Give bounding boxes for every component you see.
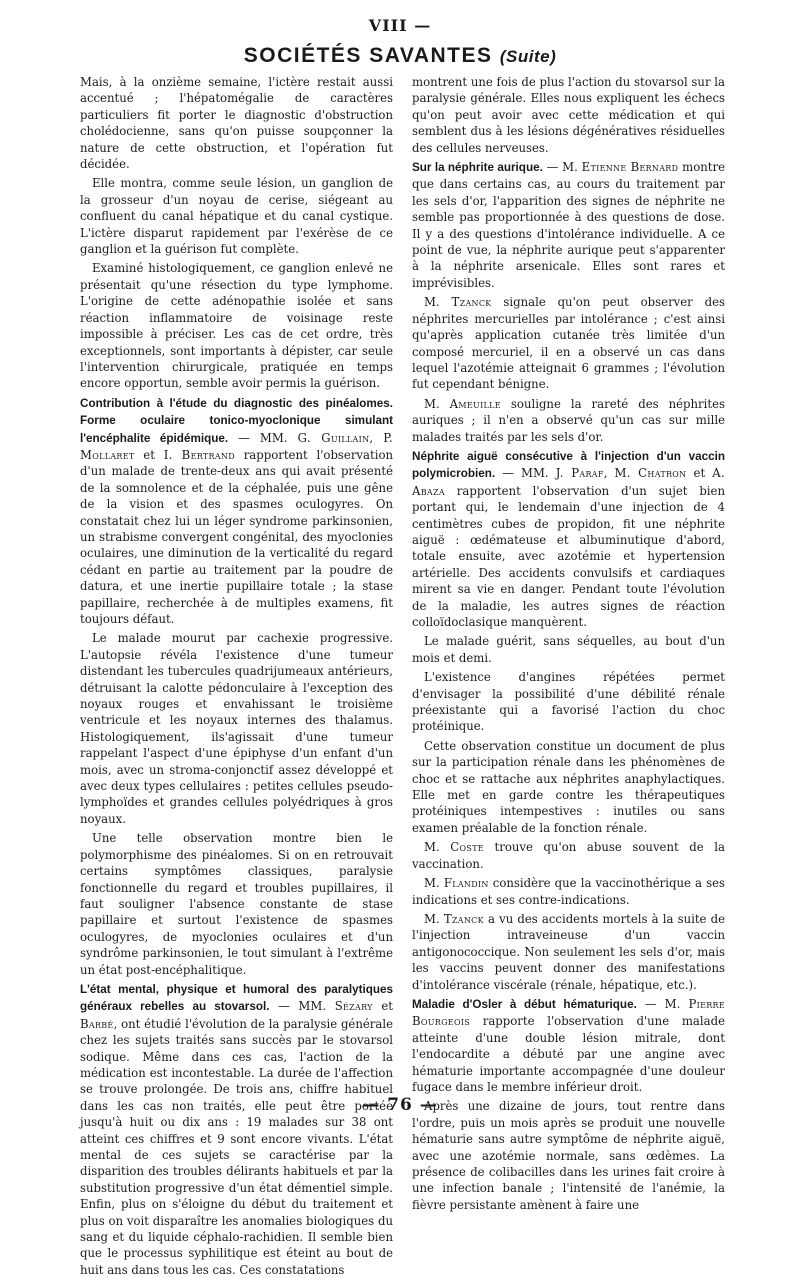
paragraph: Mais, à la onzième semaine, l'ictère restait aussi accentué ; l'hépatomégalie de caractères particuliers fit porter le diagnostic d'obstruction cholédocienne, sans qu'on puisse soupçonner la nature de cette obstruction, et l'opération fut décidée. xyxy=(80,75,393,172)
author-name: A. Abaza xyxy=(412,466,726,498)
right-column xyxy=(412,74,726,1212)
paragraph: Une telle observation montre bien le polymorphisme des pinéalomes. Si on en retrouvait certains symptômes classiques, paralysie fonctionnelle du regard et troubles pupillaires, il faut souligner l'absence constante de stase papillaire et surtout l'existence de spasmes oculogyres, de myoclonies oculaires et d'un syndrôme parkinsonien, le tout simulant à l'extrême un état post-encéphalitique. xyxy=(80,831,393,977)
paragraph: Elle montra, comme seule lésion, un ganglion de la grosseur d'un noyau de cerise, siégeant au confluent du canal hépatique et du canal cystique. L'ictère disparut rapidement par l'exérèse de ce ganglion et la guérison fut complète. xyxy=(80,176,393,257)
author-name: Coste xyxy=(450,840,484,855)
text-run: et xyxy=(134,447,164,462)
communication-title: Maladie d'Osler à début hématurique. xyxy=(412,997,637,1011)
author-name: Tzanck xyxy=(443,911,484,926)
text-run: — MM. xyxy=(269,999,335,1014)
section-title-suffix: (Suite) xyxy=(499,47,557,66)
author-name: Etienne Bernard xyxy=(581,160,679,175)
paragraph xyxy=(412,839,725,872)
text-run: , xyxy=(603,466,615,481)
text-run: souligne la rareté des néphrites auriques ; il n'en a observé qu'un cas sur mille malades traités par les sels d'or. xyxy=(412,396,725,444)
communication-title: L'état mental, physique et humoral des paralytiques généraux rebelles au stovarsol. xyxy=(80,982,393,1014)
communication-body: montre que dans certains cas, au cours du traitement par les sels d'or, l'apparition des signes de néphrite ne semble pas proportionnée à des questions de dose. Il y a des questions d'intolérance individuelle. A ce point de vue, la néphrite aurique peut s'apparenter à la néphrite arsenicale. Elles sont rares et imprévisibles. xyxy=(412,160,726,290)
author-name: M. Chatron xyxy=(614,466,687,481)
text-run: considère que la vaccinothérique a ses indications et ses contre-indications. xyxy=(412,876,726,907)
communication-body: rapportent l'observation d'un sujet bien portant qui, le lendemain d'une injection de 4 centimètres cubes de propidon, fit une néphrite aiguë : œdémateuse et albuminutique d'abord, totale ensuite, avec azotémie et hypertension artérielle. Des accidents convulsifs et cardiaques mirent sa vie en danger. Pendant toute l'évolution de la maladie, les autres signes de réaction colloïdoclasique manquèrent. xyxy=(412,483,725,629)
author-name: I. Bertrand xyxy=(163,447,235,462)
paragraph: Le malade mourut par cachexie progressive. L'autopsie révéla l'existence d'une tumeur distendant les tubercules quadrijumeaux antérieurs, détruisant la calotte pédonculaire à l'exception des noyaux rouges et envahissant le troisième ventricule et les noyaux internes des thalamus. Histologiquement, ils'agissait d'une tumeur rappelant l'aspect d'une épiphyse d'un enfant d'un mois, avec un stroma-conjonctif assez développé et avec deux types cellulaires : petites cellules pseudo-lymphoïdes et grandes cellules polyédriques à gros noyaux. xyxy=(80,631,393,826)
communication-body: , ont étudié l'évolution de la paralysie générale chez les sujets traités sans succès par le stovarsol sodique. Même dans ces cas, l'action de la médication est incontestable. La durée de l'affection se trouve prolongée. De trois ans, chiffre habituel dans les cas non traités, elle peut être portée jusqu'à huit ou dix ans : 19 malades sur 38 ont atteint ces chiffres et 9 sont encore vivants. L'état mental de ces sujets se caractérise par la disparition des troubles délirants habituels et par la substitution progressive d'un état démentiel simple. Enfin, plus on s'éloigne du début du traitement et plus on voit disparaître les anomalies biologiques du sang et du liquide céphalo-rachidien. Il semble bien que le processus syphilitique est éteint au bout de huit ans dans tous les cas. Ces constatations xyxy=(80,1016,393,1277)
paragraph: L'existence d'angines répétées permet d'envisager la possibilité d'une débilité rénale préexistante qui a favorisé l'action du choc protéinique. xyxy=(412,670,725,734)
communication-body: rapporte l'observation d'une malade atteinte d'une double lésion mitrale, dont l'endocardite a débuté par une angine avec hématurie importante accompagnée d'une douleur fugace dans le membre inférieur droit. xyxy=(412,1014,725,1094)
communication-title: Sur la néphrite aurique. xyxy=(412,161,543,175)
paragraph: Après une dizaine de jours, tout rentre dans l'ordre, puis un mois après se produit une nouvelle hématurie sans autre symptôme de néphrite aiguë, avec une azotémie normale, sans œdèmes. La présence de colibacilles dans les urines fait croire à une infection banale ; l'intensité de l'anémie, la fièvre persistante amènent à faire une xyxy=(412,1099,725,1212)
communication-title: Néphrite aiguë consécutive à l'injection d'un vaccin polymicrobien. xyxy=(412,449,725,481)
author-name: Sézary xyxy=(334,999,373,1014)
text-run: — M. xyxy=(636,996,689,1011)
author-name: Flandin xyxy=(443,876,489,891)
paragraph xyxy=(412,396,725,445)
author-name: P. Mollaret xyxy=(80,430,393,462)
author-name: Ameuille xyxy=(449,396,501,411)
text-run: M. xyxy=(424,840,451,855)
author-name: Tzanck xyxy=(451,295,492,310)
author-name: Barbé xyxy=(80,1016,114,1031)
paragraph xyxy=(412,911,725,993)
left-column xyxy=(80,74,394,1277)
author-name: Pierre Bourgeois xyxy=(412,996,726,1029)
text-run: , xyxy=(369,430,384,445)
communication-title: Contribution à l'étude du diagnostic des pinéalomes. Forme oculaire tonico-myoclonique simulant l'encéphalite épidémique. xyxy=(80,396,393,445)
section-title-text: SOCIÉTÉS SAVANTES xyxy=(243,44,493,67)
text-run: a vu des accidents mortels à la suite de l'injection intraveineuse d'un vaccin antigonococcique. Non seulement les sels d'or, mais les vaccins peuvent donner des manifestations d'intolérance viscérale (rénale, hépatique, etc.). xyxy=(412,911,725,992)
section-title xyxy=(0,44,800,68)
text-run: M. xyxy=(424,295,452,310)
text-run: M. xyxy=(424,911,444,926)
paragraph xyxy=(412,875,725,908)
text-run: et xyxy=(372,999,393,1014)
page-number: — 76 — xyxy=(362,1095,438,1115)
text-run: — MM. xyxy=(495,466,556,481)
paragraph: montrent une fois de plus l'action du stovarsol sur la paralysie générale. Elles nous expliquent les échecs qu'on peut avoir avec cette médication et qui semblent dus à les lésions dégénératives résiduelles des cellules nerveuses. xyxy=(412,75,725,155)
text-run: et xyxy=(686,466,713,481)
author-name: J. Paraf xyxy=(555,466,604,481)
paragraph: Cette observation constitue un document de plus sur la participation rénale dans les phénomènes de choc et se rattache aux néphrites anaphylactiques. Elle met en garde contre les thérapeutiques protéiniques intempestives : inutiles ou sans examen préalable de la fonction rénale. xyxy=(412,738,725,835)
text-run: — MM. xyxy=(228,430,298,445)
paragraph xyxy=(412,294,725,392)
author-name: G. Guillain xyxy=(297,430,370,445)
folio-number: VIII — xyxy=(368,16,432,35)
paragraph: Le malade guérit, sans séquelles, au bout d'un mois et demi. xyxy=(412,634,725,665)
text-run: M. xyxy=(424,396,450,411)
text-run: signale qu'on peut observer des néphrites mercurielles par intolérance ; c'est ainsi qu'après application cutanée très limitée d'un composé mercuriel, il en a observé un cas dans lequel l'azotémie atteignait 6 grammes ; l'évolution fut cependant bénigne. xyxy=(412,295,725,392)
text-run: — M. xyxy=(542,160,582,175)
text-run: M. xyxy=(424,876,444,891)
text-run: trouve qu'on abuse souvent de la vaccination. xyxy=(412,840,725,871)
communication-body: rapportent l'observation d'un malade de trente-deux ans qui avait présenté de la somnolence et de la céphalée, puis une gêne de la vision et des spasmes oculogyres. On constatait chez lui un léger syndrome parkinsonien, un strabisme convergent congénital, des myoclonies oculaires, une diminution de la verticalité du regard cédant en partie au traitement par la poudre de datura, et une inertie pupillaire totale ; la stase papillaire, recherchée à de multiples examens, fit toujours défaut. xyxy=(80,447,394,626)
paragraph: Examiné histologiquement, ce ganglion enlevé ne présentait qu'une résection du type lymphome. L'origine de cette adénopathie isolée et sans réaction inflammatoire de voisinage reste impossible à préciser. Les cas de cet ordre, très exceptionnels, sont importants à dépister, car seule l'intervention chirurgicale, pratiquée en temps encore opportun, semble avoir permis la guérison. xyxy=(80,261,393,391)
